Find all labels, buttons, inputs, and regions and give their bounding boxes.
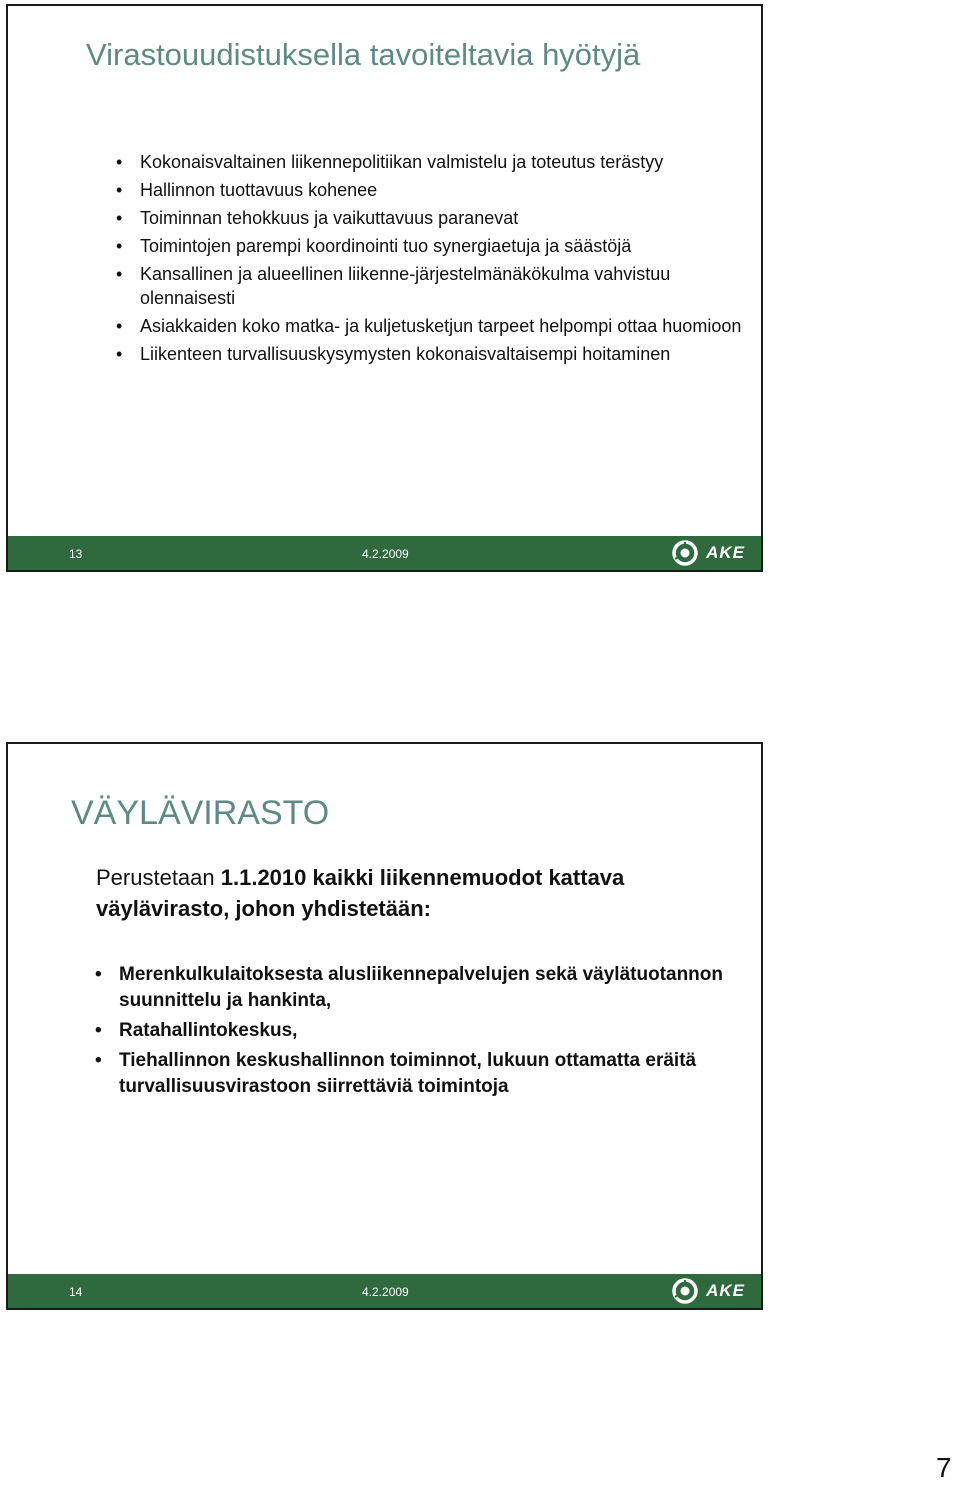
list-item: • Merenkulkulaitoksesta alusliikennepalvelujen sekä väylätuotannon suunnittelu ja hankinta, (119, 962, 739, 1014)
ake-logo-icon (670, 539, 700, 567)
logo-text: AKE (706, 543, 745, 562)
slide-14 (6, 742, 763, 1310)
ake-logo-icon (670, 1277, 700, 1305)
slide-number: 13 (69, 547, 83, 561)
page-number: 7 (936, 1452, 952, 1483)
intro-rest: 1.1.2010 kaikki liikennemuodot kattava väylävirasto, johon yhdistetään: (96, 865, 625, 921)
slide-title: VÄYLÄVIRASTO (71, 794, 330, 832)
slide-title: Virastouudistuksella tavoiteltavia hyötyjä (86, 37, 641, 72)
list-item: • Asiakkaiden koko matka- ja kuljetusketjun tarpeet helpompi ottaa huomioon (140, 314, 750, 338)
list-item: • Kokonaisvaltainen liikennepolitiikan valmistelu ja toteutus terästyy (140, 150, 750, 174)
slide-date: 4.2.2009 (362, 547, 409, 561)
slide-footer (8, 536, 761, 570)
logo-text: AKE (706, 1281, 745, 1300)
slide-number: 14 (69, 1285, 83, 1299)
list-item: • Toimintojen parempi koordinointi tuo synergiaetuja ja säästöjä (140, 234, 750, 258)
ake-logo (670, 539, 745, 567)
slide-footer (8, 1274, 761, 1308)
list-item: • Ratahallintokeskus, (119, 1018, 739, 1044)
list-item: • Tiehallinnon keskushallinnon toiminnot, lukuun ottamatta eräitä turvallisuusvirastoon siirrettäviä toimintoja (119, 1048, 739, 1100)
bullet-list (119, 962, 739, 1104)
bullet-list (140, 150, 750, 370)
slide-date: 4.2.2009 (362, 1285, 409, 1299)
list-item: • Kansallinen ja alueellinen liikenne-järjestelmänäkökulma vahvistuu olennaisesti (140, 262, 750, 310)
list-item: • Liikenteen turvallisuuskysymysten kokonaisvaltaisempi hoitaminen (140, 342, 750, 366)
intro-lead: Perustetaan (96, 865, 221, 890)
intro-text (96, 862, 736, 924)
list-item: • Hallinnon tuottavuus kohenee (140, 178, 750, 202)
list-item: • Toiminnan tehokkuus ja vaikuttavuus paranevat (140, 206, 750, 230)
ake-logo (670, 1277, 745, 1305)
slide-13 (6, 4, 763, 572)
